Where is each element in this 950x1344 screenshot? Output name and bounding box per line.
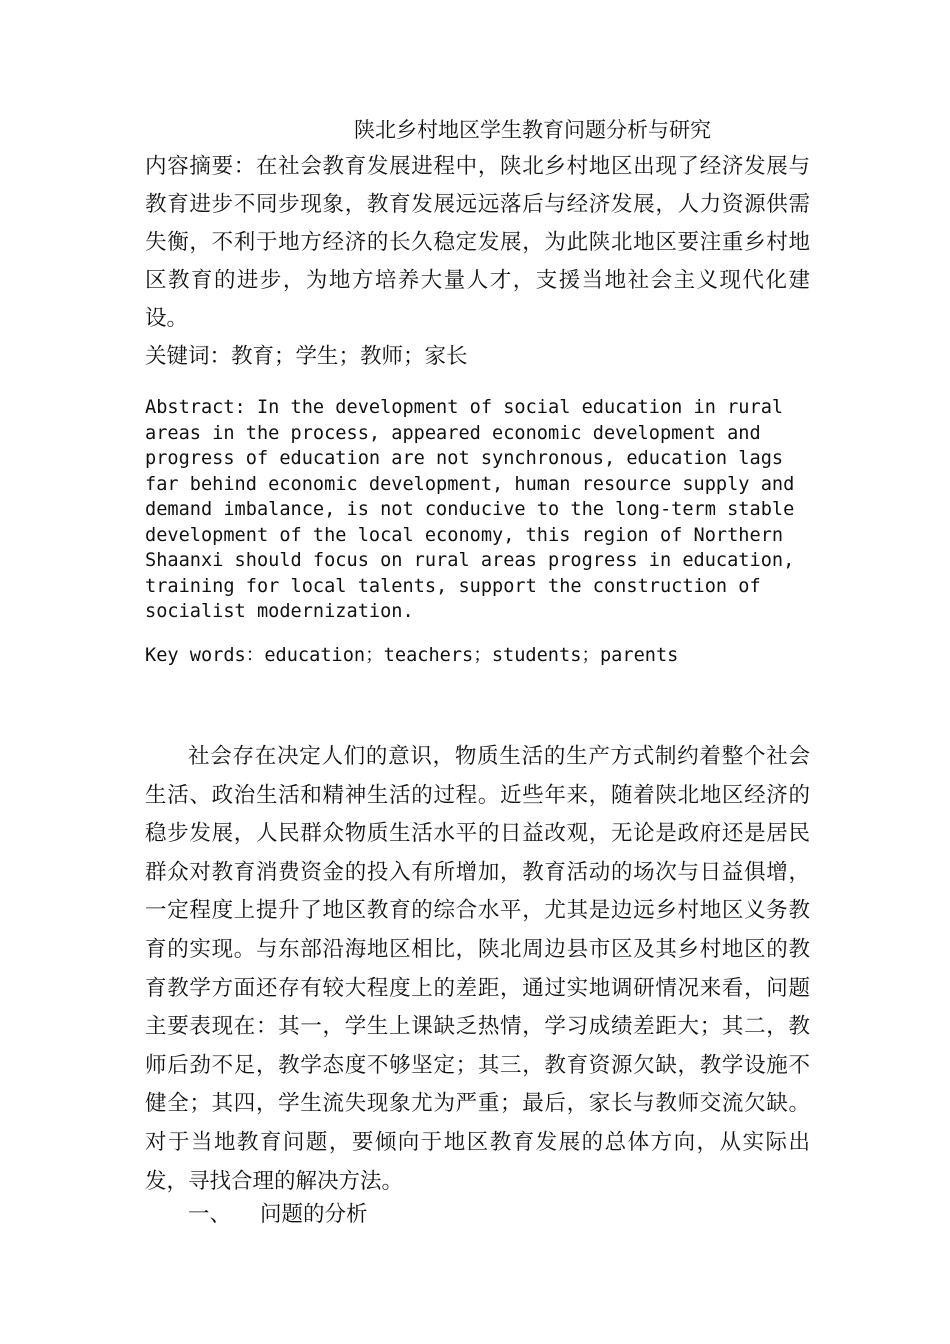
english-abstract-line: areas in the process, appeared economic development and: [145, 422, 761, 444]
chinese-abstract: [145, 148, 810, 338]
section-title: 问题的分析: [260, 1202, 368, 1227]
english-abstract-line: development of the local economy, this region of Northern: [145, 524, 784, 546]
english-abstract: [145, 395, 810, 625]
english-keywords-text: education；teachers；students；parents: [264, 645, 679, 666]
english-abstract-line: progress of education are not synchronous, education lags: [145, 448, 784, 469]
chinese-keywords: [145, 338, 810, 376]
chinese-abstract-label: 内容摘要：: [145, 154, 256, 179]
english-abstract-line: training for local talents, support the construction of: [145, 575, 761, 597]
document-page: [145, 0, 810, 1344]
english-keywords: [145, 643, 810, 669]
english-abstract-line: far behind economic development, human resource supply and: [145, 473, 795, 495]
body-paragraph: 社会存在决定人们的意识，物质生活的生产方式制约着整个社会生活、政治生活和精神生活的过程。近些年来，随着陕北地区经济的稳步发展，人民群众物质生活水平的日益改观，无论是政府还是居民群众对教育消费资金的投入有所增加，教育活动的场次与日益俱增，一定程度上提升了地区教育的综合水平，尤其是边远乡村地区义务教育的实现。与东部沿海地区相比，陕北周边县市区及其乡村地区的教育教学方面还存有较大程度上的差距，通过实地调研情况来看，问题主要表现在：其一，学生上课缺乏热情，学习成绩差距大；其二，教师后劲不足，教学态度不够坚定；其三，教育资源欠缺，教学设施不健全；其四，学生流失现象尤为严重；最后，家长与教师交流欠缺。对于当地教育问题，要倾向于地区教育发展的总体方向，从实际出发，寻找合理的解决方法。: [145, 744, 810, 1194]
section-heading: [188, 1196, 368, 1234]
chinese-keywords-text: 教育；学生；教师；家长: [231, 344, 468, 369]
chinese-keywords-label: 关键词：: [145, 344, 232, 369]
english-abstract-line: demand imbalance, is not conducive to the long-term stable: [145, 499, 795, 520]
document-title: 陕北乡村地区学生教育问题分析与研究: [354, 118, 711, 142]
section-number: 一、: [188, 1202, 232, 1227]
english-keywords-label: Key words：: [145, 645, 265, 666]
english-abstract-line: Shaanxi should focus on rural areas progress in education,: [145, 550, 795, 571]
english-abstract-line: socialist modernization.: [145, 601, 414, 622]
english-abstract-line: Abstract: In the development of social education in rural: [145, 397, 784, 418]
chinese-abstract-text: 在社会教育发展进程中，陕北乡村地区出现了经济发展与教育进步不同步现象，教育发展远远落后与经济发展，人力资源供需失衡，不利于地方经济的长久稳定发展，为此陕北地区要注重乡村地区教育的进步，为地方培养大量人才，支援当地社会主义现代化建设。: [145, 154, 810, 331]
